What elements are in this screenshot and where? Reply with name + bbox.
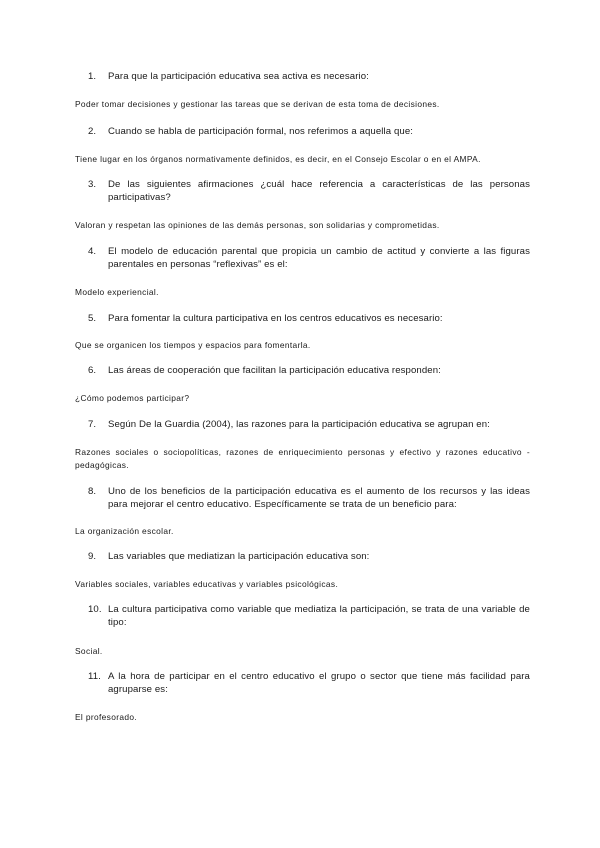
answer-6: ¿Cómo podemos participar? xyxy=(75,393,190,403)
question-text: Para fomentar la cultura participativa en los centros educativos es necesario: xyxy=(108,313,443,324)
answer-9: Variables sociales, variables educativas y variables psicológicas. xyxy=(75,579,339,589)
question-9 xyxy=(88,550,530,563)
question-1 xyxy=(88,70,530,83)
answer-8: La organización escolar. xyxy=(75,526,174,536)
question-number: 7. xyxy=(88,419,97,430)
question-number: 1. xyxy=(88,71,97,82)
question-number: 4. xyxy=(88,246,97,257)
question-text: De las siguientes afirmaciones ¿cuál hace referencia a características de las personas participativas? xyxy=(108,179,530,203)
question-2 xyxy=(88,125,530,138)
question-number: 6. xyxy=(88,365,97,376)
question-number: 9. xyxy=(88,551,97,562)
question-text: El modelo de educación parental que propicia un cambio de actitud y convierte a las figuras parentales en personas “reflexivas” es el: xyxy=(108,246,530,270)
question-number: 11. xyxy=(88,671,101,682)
question-number: 8. xyxy=(88,486,97,497)
question-text: Las áreas de cooperación que facilitan la participación educativa responden: xyxy=(108,365,441,376)
question-text: Uno de los beneficios de la participación educativa es el aumento de los recursos y las ideas para mejorar el centro educativo. Específicamente se trata de un beneficio para: xyxy=(108,486,530,510)
question-8 xyxy=(88,485,530,511)
answer-3: Valoran y respetan las opiniones de las demás personas, son solidarias y comprometidas. xyxy=(75,220,440,230)
question-3 xyxy=(88,178,530,204)
question-text: Según De la Guardia (2004), las razones para la participación educativa se agrupan en: xyxy=(108,419,490,430)
question-number: 10. xyxy=(88,604,102,615)
answer-4: Modelo experiencial. xyxy=(75,287,159,297)
question-text: A la hora de participar en el centro educativo el grupo o sector que tiene más facilidad para agruparse es: xyxy=(108,671,530,695)
question-number: 5. xyxy=(88,313,97,324)
question-text: Para que la participación educativa sea activa es necesario: xyxy=(108,71,369,82)
question-10 xyxy=(88,603,530,629)
answer-1: Poder tomar decisiones y gestionar las tareas que se derivan de esta toma de decisiones. xyxy=(75,99,440,109)
answer-11: El profesorado. xyxy=(75,712,138,722)
question-text: Las variables que mediatizan la participación educativa son: xyxy=(108,551,370,562)
question-5 xyxy=(88,312,530,325)
question-number: 3. xyxy=(88,179,97,190)
question-7 xyxy=(88,418,530,431)
question-text: Cuando se habla de participación formal, nos referimos a aquella que: xyxy=(108,126,414,137)
question-6 xyxy=(88,364,530,377)
question-4 xyxy=(88,245,530,271)
answer-7: Razones sociales o sociopolíticas, razones de enriquecimiento personas y efectivo y razones educativo - pedagógicas. xyxy=(75,447,530,470)
answer-2: Tiene lugar en los órganos normativamente definidos, es decir, en el Consejo Escolar o en el AMPA. xyxy=(75,154,481,164)
answer-5: Que se organicen los tiempos y espacios para fomentarla. xyxy=(75,340,311,350)
question-11 xyxy=(88,670,530,696)
question-text: La cultura participativa como variable que mediatiza la participación, se trata de una variable de tipo: xyxy=(108,604,530,628)
question-number: 2. xyxy=(88,126,97,137)
answer-10: Social. xyxy=(75,646,103,656)
